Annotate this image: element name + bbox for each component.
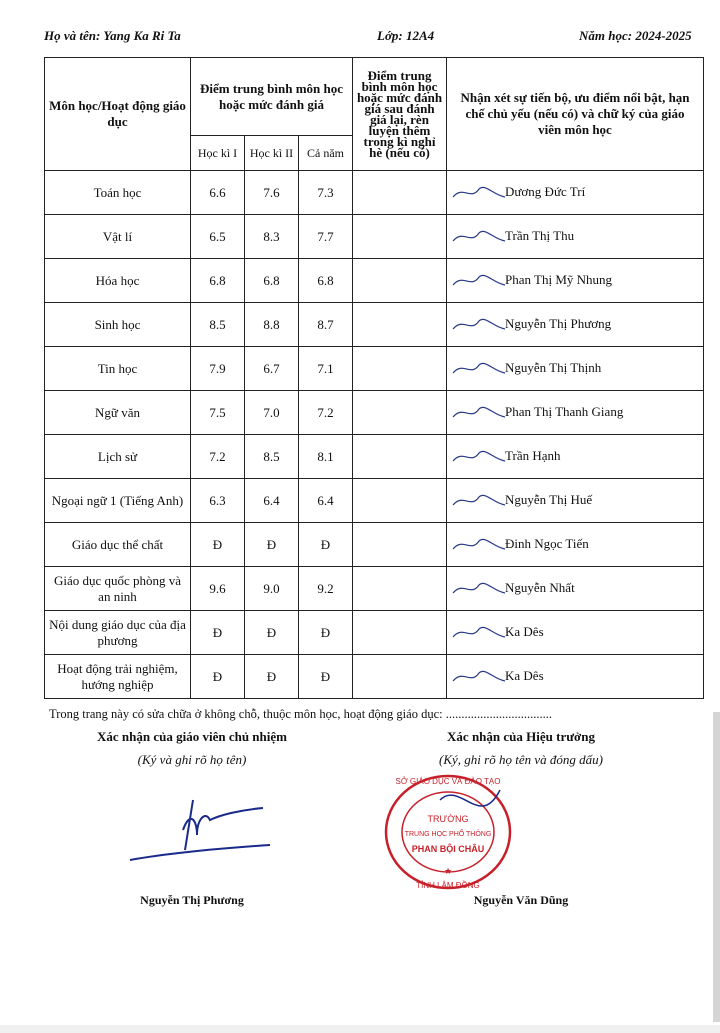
- table-row: [45, 215, 704, 259]
- hk2-score: 6.7: [245, 347, 299, 391]
- year-score: 7.7: [299, 215, 353, 259]
- subject-cell: Lịch sử: [45, 435, 191, 479]
- teacher-name: Trần Thị Thu: [505, 228, 575, 243]
- grades-body: [45, 171, 704, 699]
- year-score: Đ: [299, 523, 353, 567]
- resit-score: [353, 171, 447, 215]
- hk1-score: 6.3: [191, 479, 245, 523]
- teacher-signature: [449, 267, 507, 293]
- teacher-signature: [449, 619, 507, 645]
- resit-score: [353, 611, 447, 655]
- subject-cell: Hóa học: [45, 259, 191, 303]
- hk2-score: Đ: [245, 611, 299, 655]
- teacher-cell: [447, 655, 704, 699]
- teacher-signature: [449, 179, 507, 205]
- teacher-signature: [449, 355, 507, 381]
- teacher-signature: [449, 223, 507, 249]
- teacher-signature: [449, 575, 507, 601]
- hk1-score: 6.6: [191, 171, 245, 215]
- teacher-cell: [447, 523, 704, 567]
- table-row: [45, 347, 704, 391]
- year-score: 9.2: [299, 567, 353, 611]
- subject-cell: Giáo dục quốc phòng và an ninh: [45, 567, 191, 611]
- principal-name: Nguyễn Văn Dũng: [473, 893, 569, 907]
- subject-cell: Vật lí: [45, 215, 191, 259]
- teacher-signature: [449, 311, 507, 337]
- year-score: 8.7: [299, 303, 353, 347]
- hk2-score: 8.5: [245, 435, 299, 479]
- stamp-line1: TRƯỜNG: [427, 814, 469, 824]
- resit-score: [353, 259, 447, 303]
- teacher-cell: [447, 259, 704, 303]
- stamp-ring-top: SỞ GIÁO DỤC VÀ ĐÀO TẠO: [395, 777, 501, 786]
- subject-cell: Giáo dục thể chất: [45, 523, 191, 567]
- hk2-score: 7.6: [245, 171, 299, 215]
- principal-confirm-sub: (Ký, ghi rõ họ tên và đóng dấu): [439, 752, 603, 767]
- teacher-cell: [447, 391, 704, 435]
- teacher-cell: [447, 567, 704, 611]
- teacher-cell: [447, 171, 704, 215]
- teacher-name: Nguyễn Nhất: [505, 580, 575, 595]
- hk1-score: 7.9: [191, 347, 245, 391]
- hk1-score: Đ: [191, 611, 245, 655]
- subject-cell: Ngữ văn: [45, 391, 191, 435]
- table-row: [45, 567, 704, 611]
- teacher-cell: [447, 215, 704, 259]
- class-label: Lớp: 12A4: [377, 28, 435, 43]
- header-subject: Môn học/Hoạt động giáo dục: [45, 58, 191, 171]
- resit-score: [353, 215, 447, 259]
- year-score: Đ: [299, 655, 353, 699]
- teacher-cell: [447, 611, 704, 655]
- teacher-name: Nguyễn Thị Huế: [505, 492, 593, 507]
- teacher-signature: [449, 531, 507, 557]
- hk1-score: 6.5: [191, 215, 245, 259]
- correction-note: Trong trang này có sửa chữa ở không chỗ, thuộc môn học, hoạt động giáo dục: ..................................: [49, 707, 552, 721]
- subject-cell: Sinh học: [45, 303, 191, 347]
- header-average: Điểm trung bình môn học hoặc mức đánh giá: [191, 58, 353, 136]
- hk1-score: 7.5: [191, 391, 245, 435]
- homeroom-confirm-sub: (Ký và ghi rõ họ tên): [137, 752, 247, 767]
- teacher-name: Nguyễn Thị Thịnh: [505, 360, 602, 375]
- hk2-score: 6.4: [245, 479, 299, 523]
- header-year: Cả năm: [299, 136, 353, 171]
- hk1-score: 6.8: [191, 259, 245, 303]
- homeroom-teacher-name: Nguyễn Thị Phương: [140, 893, 244, 907]
- hk2-score: 6.8: [245, 259, 299, 303]
- grades-table: [44, 57, 704, 699]
- teacher-name: Ka Dês: [505, 624, 544, 639]
- resit-score: [353, 303, 447, 347]
- school-year: Năm học: 2024-2025: [579, 28, 692, 43]
- stamp-ring-right: TỈNH LÂM ĐỒNG: [416, 881, 480, 890]
- principal-confirm-title: Xác nhận của Hiệu trưởng: [447, 729, 595, 744]
- teacher-name: Ka Dês: [505, 668, 544, 683]
- header-hk1: Học kì I: [191, 136, 245, 171]
- teacher-cell: [447, 347, 704, 391]
- header-resit: Điểm trung bình môn học hoặc mức đánh giá sau đánh giá lại, rèn luyện thêm trong kì nghỉ hè (nếu có): [353, 58, 447, 171]
- student-name: Họ và tên: Yang Ka Ri Ta: [44, 28, 181, 43]
- year-score: 7.1: [299, 347, 353, 391]
- teacher-name: Trần Hạnh: [505, 448, 561, 463]
- hk2-score: 7.0: [245, 391, 299, 435]
- homeroom-signature: [125, 790, 275, 870]
- teacher-signature: [449, 399, 507, 425]
- hk2-score: 9.0: [245, 567, 299, 611]
- school-stamp: [380, 770, 520, 895]
- table-row: [45, 303, 704, 347]
- table-row: [45, 479, 704, 523]
- homeroom-confirm-title: Xác nhận của giáo viên chủ nhiệm: [97, 729, 287, 744]
- year-score: Đ: [299, 611, 353, 655]
- teacher-name: Nguyễn Thị Phương: [505, 316, 612, 331]
- teacher-name: Đinh Ngọc Tiến: [505, 536, 589, 551]
- table-row: [45, 655, 704, 699]
- hk1-score: 9.6: [191, 567, 245, 611]
- hk2-score: 8.3: [245, 215, 299, 259]
- subject-cell: Tin học: [45, 347, 191, 391]
- table-row: [45, 391, 704, 435]
- teacher-cell: [447, 303, 704, 347]
- hk1-score: 8.5: [191, 303, 245, 347]
- header-hk2: Học kì II: [245, 136, 299, 171]
- resit-score: [353, 655, 447, 699]
- stamp-line2: TRUNG HỌC PHỔ THÔNG: [404, 831, 492, 838]
- teacher-cell: [447, 435, 704, 479]
- scrollbar[interactable]: [713, 712, 720, 1022]
- stamp-star-icon: ★: [443, 866, 453, 876]
- teacher-signature: [449, 487, 507, 513]
- subject-cell: Toán học: [45, 171, 191, 215]
- resit-score: [353, 391, 447, 435]
- teacher-name: Phan Thị Mỹ Nhung: [505, 272, 613, 287]
- table-row: [45, 435, 704, 479]
- table-row: [45, 259, 704, 303]
- teacher-signature: [449, 443, 507, 469]
- table-row: [45, 611, 704, 655]
- teacher-signature: [449, 663, 507, 689]
- hk2-score: Đ: [245, 655, 299, 699]
- table-row: [45, 171, 704, 215]
- hk1-score: Đ: [191, 523, 245, 567]
- hk1-score: Đ: [191, 655, 245, 699]
- year-score: 6.8: [299, 259, 353, 303]
- teacher-cell: [447, 479, 704, 523]
- year-score: 7.2: [299, 391, 353, 435]
- stamp-line3: PHAN BỘI CHÂU: [411, 844, 485, 854]
- teacher-name: Dương Đức Trí: [505, 184, 586, 199]
- resit-score: [353, 479, 447, 523]
- header-comment: Nhận xét sự tiến bộ, ưu điểm nổi bật, hạn chế chủ yếu (nếu có) và chữ ký của giáo viên môn học: [447, 58, 704, 171]
- year-score: 6.4: [299, 479, 353, 523]
- subject-cell: Nội dung giáo dục của địa phương: [45, 611, 191, 655]
- bottom-bar: [0, 1025, 720, 1033]
- resit-score: [353, 523, 447, 567]
- resit-score: [353, 347, 447, 391]
- table-row: [45, 523, 704, 567]
- hk2-score: Đ: [245, 523, 299, 567]
- teacher-name: Phan Thị Thanh Giang: [505, 404, 624, 419]
- year-score: 8.1: [299, 435, 353, 479]
- hk2-score: 8.8: [245, 303, 299, 347]
- resit-score: [353, 567, 447, 611]
- resit-score: [353, 435, 447, 479]
- hk1-score: 7.2: [191, 435, 245, 479]
- subject-cell: Ngoại ngữ 1 (Tiếng Anh): [45, 479, 191, 523]
- year-score: 7.3: [299, 171, 353, 215]
- subject-cell: Hoạt động trải nghiệm, hướng nghiệp: [45, 655, 191, 699]
